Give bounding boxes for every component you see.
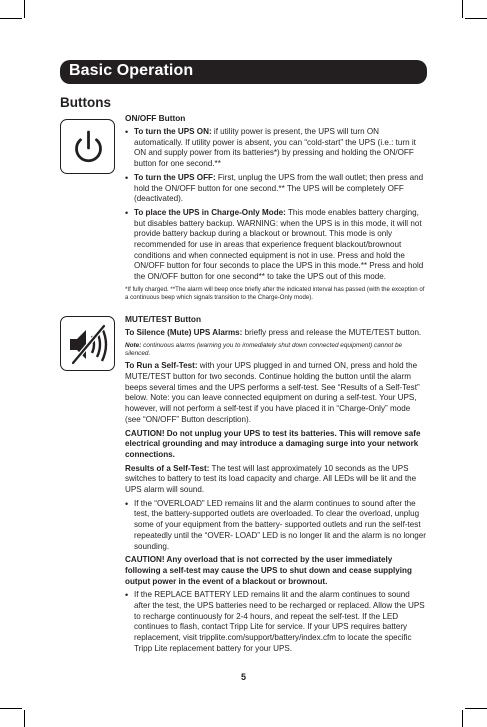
crop-mark <box>465 18 487 19</box>
caution-unplug: CAUTION! Do not unplug your UPS to test its batteries. This will remove safe electrical grounding and may introduce a damaging surge into your network connections. <box>125 428 421 459</box>
crop-mark <box>462 710 463 727</box>
caution-overload: CAUTION! Any overload that is not corrected by the user immediately following a self-test may cause the UPS to shut down and cease supplying output power in the event of a blackout or brownout. <box>125 555 412 586</box>
onoff-section <box>125 113 428 302</box>
list-item: • To turn the UPS OFF: First, unplug the UPS from the wall outlet; then press and hold the ON/OFF button for one second.** The UPS will be completely OFF (deactivated). <box>125 173 428 205</box>
list-item: • To place the UPS in Charge-Only Mode: This mode enables battery charging, but disables battery backup. WARNING: when the UPS is in this mode, it will not provide battery backup during a blackout or brownout. This mode is only recommended for use in areas that experience frequent blackout/brownout conditions and when connected equipment is not in use. Press and hold the ON/OFF button for four seconds to place the UPS in this mode.** Press and hold the ON/OFF button for one second** to take the UPS out of this mode. <box>125 208 428 283</box>
overload-list <box>125 499 428 553</box>
power-icon <box>60 119 115 174</box>
banner-title: Basic Operation <box>69 62 194 79</box>
onoff-bullets <box>125 127 428 283</box>
section-banner <box>60 60 427 84</box>
crop-mark <box>0 18 22 19</box>
results-paragraph: Results of a Self-Test: The test will last approximately 10 seconds as the UPS switches to battery to test its load capacity and charge. All LEDs will be lit and the UPS alarm will sound. <box>125 463 417 495</box>
list-item: • If the “OVERLOAD” LED remains lit and the alarm continues to sound after the test, the battery-supported outlets are overloaded. To clear the overload, unplug some of your equipment from the battery- supported outlets and run the self-test repeatedly until the “OVER- LOAD” LED is no longer lit and the alarm is no longer sounding. <box>125 499 428 553</box>
page-number: 5 <box>240 672 246 682</box>
section-title: Buttons <box>60 95 111 110</box>
onoff-heading: ON/OFF Button <box>125 113 186 123</box>
onoff-footnote: *If fully charged. **The alarm will beep once briefly after the indicated interval has passed (with the exception of a continuous beep which signals transition to the Charge-Only mode). <box>125 285 425 301</box>
note-paragraph: Note: continuous alarms (warning you to immediately shut down connected equipment) cannot be silenced. <box>125 341 403 357</box>
mute-section <box>125 314 428 658</box>
list-item: • To turn the UPS ON: if utility power is present, the UPS will turn ON automatically. If utility power is absent, you can “cold-start” the UPS (i.e.: turn it ON and supply power from its batteries*) by pressing and holding the ON/OFF button for one second.** <box>125 127 428 170</box>
crop-mark <box>24 710 25 727</box>
crop-mark <box>0 708 22 709</box>
selftest-paragraph: To Run a Self-Test: with your UPS plugged in and turned ON, press and hold the MUTE/TEST button for two seconds. Continue holding the button until the alarm beeps several times and the UPS performs a self-test. See “Results of a Self-Test” below. Note: you can leave connected equipment on during a self-test. Your UPS, however, will not perform a self-test if you have placed it in “Charge-Only” mode (see “ON/OFF” Button description). <box>125 361 420 424</box>
replace-battery-list <box>125 590 428 654</box>
silence-paragraph: To Silence (Mute) UPS Alarms: briefly press and release the MUTE/TEST button. <box>125 328 422 337</box>
crop-mark <box>24 0 25 18</box>
crop-mark <box>465 708 487 709</box>
mute-heading: MUTE/TEST Button <box>125 314 202 324</box>
speaker-mute-icon <box>60 316 115 371</box>
list-item: • If the REPLACE BATTERY LED remains lit and the alarm continues to sound after the test, the UPS batteries need to be recharged or replaced. Allow the UPS to recharge continuously for 2-4 hours, and repeat the self-test. If the LED continues to flash, contact Tripp Lite for service. If your UPS requires battery replacement, visit tripplite.com/support/battery/index.cfm to locate the specific Tripp Lite replacement battery for your UPS. <box>125 590 428 654</box>
crop-mark <box>462 0 463 18</box>
